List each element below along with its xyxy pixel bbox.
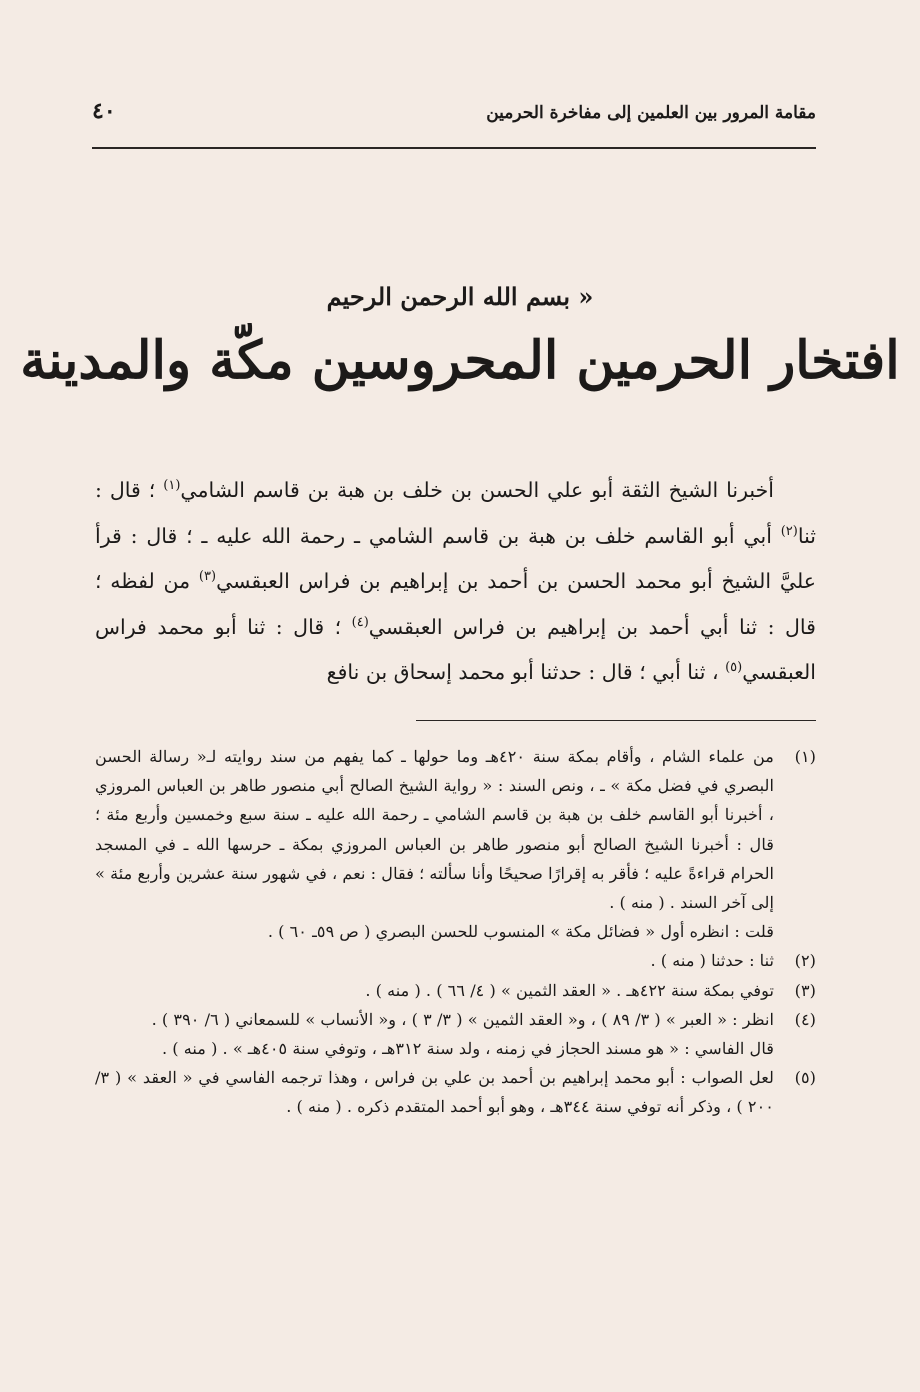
footnote-ref-3[interactable]: (٣) — [198, 569, 217, 585]
footnote-5 — [95, 1063, 816, 1121]
chain-of-narration: أخبرنا الشيخ الثقة أبو علي الحسن بن خلف بن هبة بن قاسم الشامي$^{(١)}$ ؛ قال : ثنا$^{(٢)}$ أبي أبو القاسم خلف بن هبة بن قاسم الشامي ـ رحمة الله عليه ـ ؛ قال : قرأ عليَّ الشيخ أبو محمد الحسن بن أحمد بن إبراهيم بن فراس العبقسي$^{(٣)}$ من لفظه ؛ قال : ثنا أبي أحمد بن إبراهيم بن فراس العبقسي$^{(٤)}$ ؛ قال : ثنا أبو محمد فراس العبقسي$^{(٥)}$ ، ثنا أبي ؛ قال : حدثنا أبو محمد إسحاق بن نافع — [95, 478, 816, 684]
footnote-4 — [95, 1005, 816, 1063]
footnote-1 — [95, 742, 816, 946]
treatise-title: افتخار الحرمين المحروسين مكّة والمدينة — [20, 330, 900, 391]
footnote-number: (٣) — [794, 980, 816, 1000]
footnote-text: لعل الصواب : أبو محمد إبراهيم بن أحمد بن علي بن فراس ، وهذا ترجمه الفاسي في « العقد » ( ٣/ ٢٠٠ ) ، وذكر أنه توفي سنة ٣٤٤هـ ، وهو أبو أحمد المتقدم ذكره . ( منه ) . — [95, 1068, 774, 1117]
footnote-ref-2[interactable]: (٢) — [780, 523, 798, 539]
footnote-number: (٥) — [794, 1068, 816, 1088]
running-header — [92, 98, 816, 124]
footnote-2 — [95, 946, 816, 975]
page-number: ٤٠ — [92, 98, 116, 124]
footnote-text: توفي بمكة سنة ٤٢٢هـ . « العقد الثمين » ( ٤/ ٦٦ ) . ( منه ) . — [365, 980, 774, 1000]
footnote-number: (٢) — [794, 951, 816, 971]
main-text-block — [95, 468, 816, 696]
footnote-text: من علماء الشام ، وأقام بمكة سنة ٤٢٠هـ وما حولها ـ كما يفهم من سند روايته لـ« رسالة الحسن البصري في فضل مكة » ـ ، ونص السند : « رواية الشيخ الصالح أبي منصور طاهر بن العباس المروزي ، أخبرنا أبو القاسم خلف بن هبة بن قاسم الشامي ـ رحمة الله عليه ـ سنة سبع وخمسين وأربع مئة ؛ قال : أخبرنا الشيخ الصالح أبو منصور طاهر بن العباس المروزي بمكة ـ حرسها الله ـ في المسجد الحرام قراءةً عليه ؛ فأقر به إقرارًا صحيحًا وأنا سألته ؛ فقال : نعم ، في شهور سنة عشرين وأربع مئة » إلى آخر السند . ( منه ) . — [95, 747, 774, 913]
footnote-ref-4[interactable]: (٤) — [351, 614, 369, 630]
header-divider — [92, 147, 816, 149]
footnote-ref-1[interactable]: (١) — [163, 478, 181, 494]
footnotes-section — [95, 742, 816, 1122]
footnote-ref-5[interactable]: (٥) — [725, 660, 743, 676]
running-title: مقامة المرور بين العلمين إلى مفاخرة الحرمين — [486, 103, 816, 123]
footnote-text: ثنا : حدثنا ( منه ) . — [650, 951, 774, 971]
footnote-number: (٤) — [794, 1009, 816, 1029]
footnote-3 — [95, 976, 816, 1005]
footnote-text: انظر : « العبر » ( ٣/ ٨٩ ) ، و« العقد الثمين » ( ٣/ ٣ ) ، و« الأنساب » للسمعاني ( ٦/ ٣٩٠ ) . — [151, 1009, 774, 1029]
footnote-note: قلت : انظره أول « فضائل مكة » المنسوب للحسن البصري ( ص ٥٩ـ ٦٠ ) . — [267, 922, 774, 942]
bismillah-line: « بسم الله الرحمن الرحيم — [326, 282, 594, 311]
footnote-note: قال الفاسي : « هو مسند الحجاز في زمنه ، ولد سنة ٣١٢هـ ، وتوفي سنة ٤٠٥هـ » . ( منه ) . — [161, 1039, 774, 1059]
footnote-divider — [416, 720, 816, 721]
footnote-number: (١) — [794, 747, 816, 766]
